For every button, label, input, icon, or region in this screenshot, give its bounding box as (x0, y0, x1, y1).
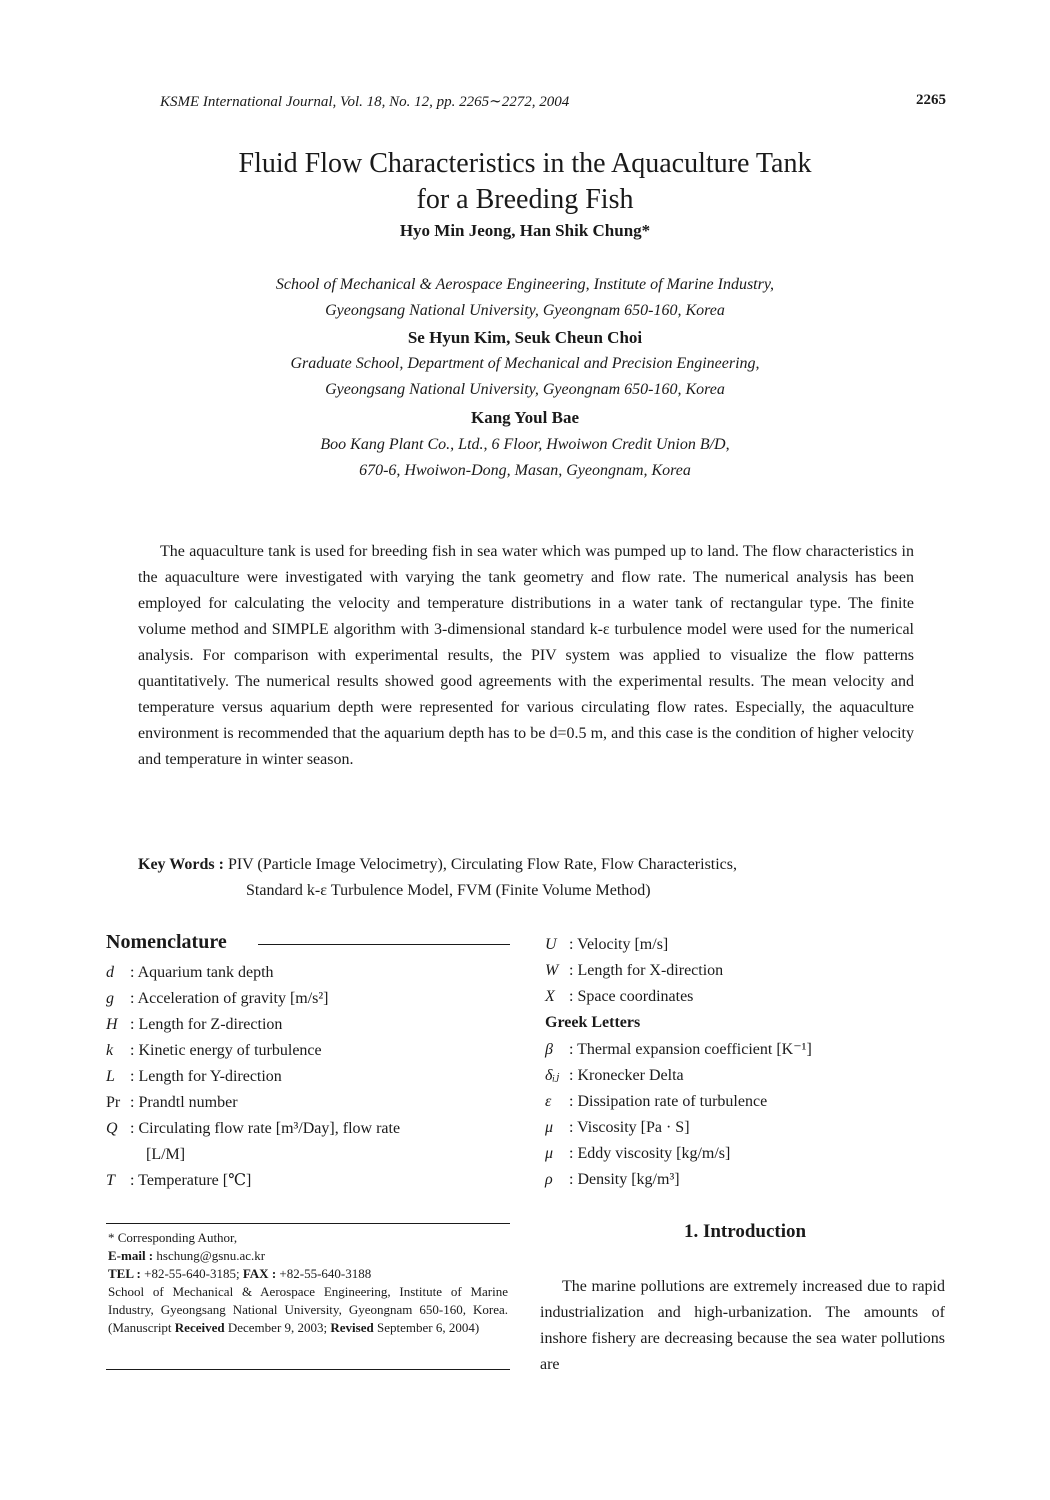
footnote-rule-top (106, 1223, 510, 1224)
nomenclature-desc: : Circulating flow rate [m³/Day], flow rate (130, 1120, 401, 1137)
nomenclature-heading: Nomenclature (106, 931, 227, 953)
nomenclature-desc: : Aquarium tank depth (130, 964, 274, 981)
nomenclature-symbol: δᵢⱼ (545, 1067, 560, 1084)
page-number: 2265 (916, 92, 946, 108)
nomenclature-item (106, 1142, 510, 1168)
nomenclature-item (545, 1063, 950, 1089)
title-line-1: Fluid Flow Characteristics in the Aquaculture Tank (238, 148, 812, 179)
revised-label: Revised (330, 1320, 374, 1335)
nomenclature-desc: : Length for X-direction (569, 962, 724, 979)
nomenclature-symbol: L (106, 1068, 115, 1085)
nomenclature-desc: : Kronecker Delta (569, 1067, 684, 1084)
received-date: December 9, 2003; (227, 1320, 328, 1335)
nomenclature-desc: : Acceleration of gravity [m/s²] (130, 990, 329, 1007)
abstract (138, 539, 914, 773)
affiliation-2 (0, 351, 1050, 403)
author-group-2: Se Hyun Kim, Seuk Cheun Choi (407, 328, 643, 347)
footnote-address (108, 1283, 508, 1337)
introduction-paragraph: The marine pollutions are extremely increased due to rapid industrialization and high-urbanization. The amounts of inshore fishery are decreasing because the sea water pollutions are (540, 1278, 945, 1373)
introduction-text (540, 1274, 945, 1378)
journal-header: KSME International Journal, Vol. 18, No. 12, pp. 2265∼2272, 2004 (160, 94, 570, 110)
keywords-text-1: PIV (Particle Image Velocimetry), Circulating Flow Rate, Flow Characteristics, (227, 856, 738, 873)
nomenclature-desc: : Density [kg/m³] (569, 1171, 680, 1188)
nomenclature-desc: : Dissipation rate of turbulence (569, 1093, 768, 1110)
revised-date: September 6, 2004) (376, 1320, 480, 1335)
footnote-email-line (108, 1247, 508, 1265)
section-heading-introduction: 1. Introduction (683, 1221, 807, 1242)
nomenclature-item (106, 1116, 510, 1142)
affiliation-line: Gyeongsang National University, Gyeongnam 650-160, Korea (325, 302, 725, 319)
affiliation-line: Gyeongsang National University, Gyeongnam 650-160, Korea (325, 381, 725, 398)
address-text: School of Mechanical & Aerospace Engineering, Institute of Marine Industry, Gyeongsang National University, Gyeongnam 650-160, Korea. (Manuscript (108, 1284, 508, 1335)
nomenclature-symbol: H (106, 1016, 118, 1033)
nomenclature-symbol: Q (106, 1120, 118, 1137)
nomenclature-right-column (545, 932, 950, 1010)
email-label: E-mail : (108, 1248, 154, 1263)
nomenclature-item (106, 986, 510, 1012)
affiliation-line: School of Mechanical & Aerospace Engineering, Institute of Marine Industry, (275, 276, 775, 293)
footnote-rule-bottom (106, 1369, 510, 1370)
nomenclature-desc: : Kinetic energy of turbulence (130, 1042, 322, 1059)
nomenclature-desc: : Viscosity [Pa · S] (569, 1119, 690, 1136)
nomenclature-desc: : Eddy viscosity [kg/m/s] (569, 1145, 731, 1162)
footnote-corresponding: * Corresponding Author, (108, 1230, 238, 1245)
paper-title (0, 146, 1050, 218)
received-label: Received (174, 1320, 225, 1335)
fax-label: FAX : (242, 1266, 277, 1281)
nomenclature-item (545, 958, 950, 984)
nomenclature-symbol: W (545, 962, 559, 979)
nomenclature-item (545, 932, 950, 958)
nomenclature-item (545, 1141, 950, 1167)
affiliation-line: Boo Kang Plant Co., Ltd., 6 Floor, Hwoiwon Credit Union B/D, (320, 436, 730, 453)
affiliation-1 (0, 272, 1050, 324)
affiliation-3 (0, 432, 1050, 484)
nomenclature-rule (258, 944, 510, 945)
nomenclature-symbol: U (545, 936, 557, 953)
footnote (108, 1229, 508, 1337)
nomenclature-symbol: k (106, 1042, 114, 1059)
nomenclature-item (545, 1167, 950, 1193)
abstract-text: The aquaculture tank is used for breeding fish in sea water which was pumped up to land. The flow characteristics in the aquaculture were investigated with varying the tank geometry and flow rate. The numerical analysis has been employed for calculating the velocity and temperature distributions in a water tank of rectangular type. The finite volume method and SIMPLE algorithm with 3-dimensional standard k-ε turbulence model were used for the numerical analysis. For comparison with experimental results, the PIV system was applied to visualize the flow patterns quantitatively. The numerical results showed good agreements with the experimental results. The mean velocity and temperature versus aquarium depth were represented for various circulating flow rates. Especially, the aquaculture environment is recommended that the aquarium depth has to be d=0.5 m, and this case is the condition of higher velocity and temperature in winter season. (138, 543, 914, 768)
keywords-line-2: Standard k-ε Turbulence Model, FVM (Finite Volume Method) (246, 882, 651, 899)
affiliation-line: 670-6, Hwoiwon-Dong, Masan, Gyeongnam, Korea (359, 462, 691, 479)
nomenclature-desc: : Space coordinates (569, 988, 694, 1005)
greek-letters-column (545, 1037, 950, 1193)
nomenclature-item (545, 1115, 950, 1141)
nomenclature-symbol: T (106, 1172, 115, 1189)
nomenclature-desc: [L/M] (146, 1146, 186, 1163)
title-line-2: for a Breeding Fish (416, 184, 634, 215)
keywords (138, 852, 914, 904)
nomenclature-item (106, 1012, 510, 1038)
nomenclature-symbol: ρ (545, 1171, 553, 1188)
nomenclature-symbol: X (545, 988, 555, 1005)
nomenclature-desc: : Thermal expansion coefficient [K⁻¹] (569, 1041, 812, 1058)
nomenclature-desc: : Length for Z-direction (130, 1016, 283, 1033)
keywords-line-1 (138, 852, 914, 878)
nomenclature-symbol: d (106, 964, 114, 981)
nomenclature-left-column (106, 960, 510, 1194)
nomenclature-symbol: g (106, 990, 114, 1007)
nomenclature-item (545, 1037, 950, 1063)
nomenclature-desc: : Velocity [m/s] (569, 936, 669, 953)
fax-value: +82-55-640-3188 (279, 1266, 372, 1281)
nomenclature-item (106, 1038, 510, 1064)
nomenclature-symbol: β (545, 1041, 553, 1058)
email-value: hschung@gsnu.ac.kr (156, 1248, 266, 1263)
nomenclature-item (545, 984, 950, 1010)
nomenclature-item (545, 1089, 950, 1115)
nomenclature-desc: : Length for Y-direction (130, 1068, 282, 1085)
tel-value: +82-55-640-3185; (144, 1266, 240, 1281)
nomenclature-item (106, 960, 510, 986)
nomenclature-desc: : Temperature [℃] (130, 1172, 252, 1189)
footnote-contact-line (108, 1265, 508, 1283)
nomenclature-desc: : Prandtl number (130, 1094, 238, 1111)
greek-letters-heading: Greek Letters (545, 1014, 641, 1031)
affiliation-line: Graduate School, Department of Mechanical and Precision Engineering, (290, 355, 760, 372)
nomenclature-symbol: Pr (106, 1094, 121, 1111)
author-group-1: Hyo Min Jeong, Han Shik Chung* (399, 221, 651, 240)
nomenclature-item (106, 1090, 510, 1116)
tel-label: TEL : (108, 1266, 141, 1281)
nomenclature-item (106, 1168, 510, 1194)
keywords-label: Key Words : (138, 856, 224, 873)
nomenclature-symbol: ε (545, 1093, 552, 1110)
author-group-3: Kang Youl Bae (470, 408, 579, 427)
nomenclature-symbol: μ (545, 1145, 554, 1162)
nomenclature-symbol: μ (545, 1119, 554, 1136)
nomenclature-item (106, 1064, 510, 1090)
